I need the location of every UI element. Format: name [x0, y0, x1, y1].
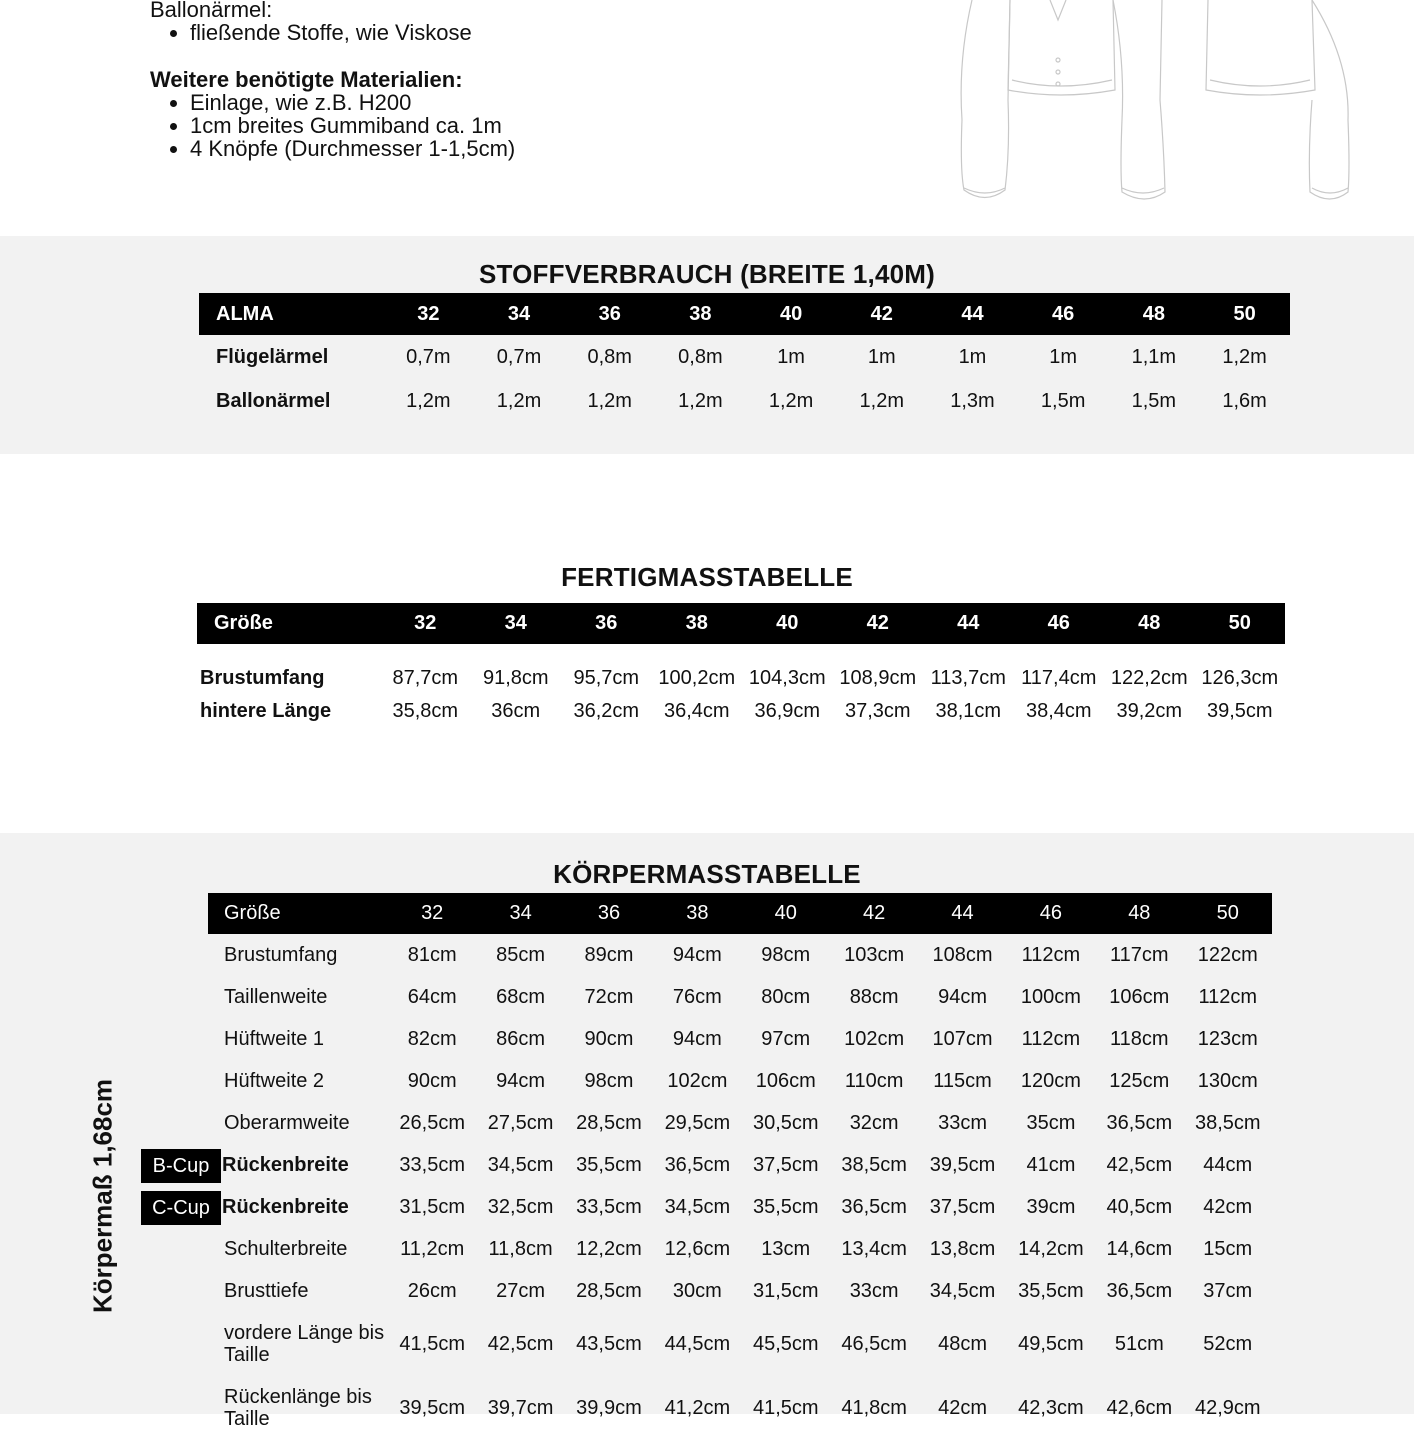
- table-cell: 39,5cm: [1206, 699, 1273, 722]
- table-cell: 1m: [867, 345, 896, 368]
- table-cell: 1,5m: [1131, 389, 1177, 412]
- table-cell: 35,5cm: [1018, 1279, 1084, 1302]
- table-cell: 34,5cm: [929, 1279, 996, 1302]
- table-cell: 36,9cm: [754, 699, 821, 722]
- table-cell: 112cm: [1021, 943, 1081, 966]
- table-cell: 36,5cm: [1106, 1279, 1173, 1302]
- body-title: KÖRPERMASSTABELLE: [553, 859, 861, 889]
- list-item: • Einlage, wie z.B. H200: [190, 91, 910, 114]
- table-cell: 38,1cm: [935, 699, 1002, 722]
- table-cell: 34,5cm: [664, 1195, 731, 1218]
- row-label: hintere Länge: [200, 699, 332, 722]
- table-cell: 48cm: [938, 1332, 987, 1355]
- table-cell: 106cm: [1109, 985, 1170, 1008]
- table-cell: 40,5cm: [1106, 1195, 1173, 1218]
- table-cell: 0,7m: [406, 345, 451, 368]
- table-cell: 118cm: [1110, 1027, 1169, 1050]
- table-cell: 37cm: [1203, 1279, 1253, 1302]
- size-header: 42: [866, 612, 889, 634]
- table-header-row: [199, 293, 1290, 335]
- table-cell: 108cm: [932, 943, 993, 966]
- table-cell: 36cm: [491, 699, 541, 722]
- row-label: Rückenbreite: [222, 1196, 349, 1218]
- table-row: [208, 1186, 1272, 1228]
- size-header: 50: [1216, 902, 1239, 924]
- table-cell: 44cm: [1203, 1153, 1253, 1176]
- size-header: 46: [1052, 302, 1075, 325]
- size-header: 42: [863, 902, 886, 924]
- size-header: 38: [685, 612, 708, 634]
- balloon-list: [150, 21, 910, 44]
- header-label: Größe: [224, 902, 281, 924]
- size-header: 48: [1138, 612, 1161, 634]
- table-cell: 81cm: [407, 943, 457, 966]
- table-cell: 13,8cm: [929, 1237, 996, 1260]
- table-row: [208, 1376, 1272, 1440]
- size-header: 32: [417, 302, 440, 325]
- table-cell: 42,6cm: [1106, 1396, 1173, 1419]
- table-cell: 33,5cm: [399, 1153, 465, 1176]
- table-cell: 0,8m: [587, 345, 632, 368]
- table-cell: 112cm: [1021, 1027, 1081, 1050]
- size-header: 36: [597, 902, 621, 924]
- size-header: 36: [595, 612, 618, 634]
- table-cell: 38,5cm: [841, 1153, 907, 1176]
- materials-list: [150, 91, 910, 160]
- table-cell: 102cm: [844, 1027, 905, 1050]
- c-cup-badge: C-Cup: [141, 1191, 221, 1225]
- balloon-heading: Ballonärmel:: [150, 0, 273, 22]
- row-label: Flügelärmel: [216, 345, 329, 368]
- table-header-row: [208, 893, 1272, 934]
- table-cell: 32cm: [849, 1111, 899, 1134]
- size-header: 40: [776, 612, 799, 634]
- table-cell: 110cm: [844, 1069, 904, 1092]
- table-cell: 94cm: [496, 1069, 546, 1092]
- table-cell: 68cm: [496, 985, 546, 1008]
- table-cell: 44,5cm: [664, 1332, 731, 1355]
- row-label: Taillenweite: [224, 986, 328, 1008]
- table-cell: 125cm: [1109, 1069, 1170, 1092]
- fabric-table: [199, 293, 1290, 423]
- size-header: 34: [507, 302, 531, 325]
- fabric-title: STOFFVERBRAUCH (BREITE 1,40M): [478, 259, 936, 289]
- table-cell: 31,5cm: [752, 1279, 819, 1302]
- table-cell: 1m: [1049, 345, 1078, 368]
- table-cell: 117cm: [1110, 943, 1169, 966]
- table-cell: 82cm: [407, 1027, 457, 1050]
- table-cell: 13cm: [761, 1237, 811, 1260]
- size-header: 38: [689, 302, 712, 325]
- size-header: 40: [774, 902, 797, 924]
- row-label: Brustumfang: [224, 944, 338, 966]
- table-row: [208, 1018, 1272, 1060]
- table-cell: 33cm: [938, 1111, 987, 1134]
- table-cell: 33,5cm: [576, 1195, 642, 1218]
- table-cell: 1,2m: [587, 389, 632, 412]
- size-header: 44: [957, 612, 980, 634]
- table-cell: 80cm: [761, 985, 811, 1008]
- row-label: Hüftweite 2: [224, 1070, 325, 1092]
- table-cell: 117,4cm: [1021, 667, 1097, 689]
- table-cell: 130cm: [1197, 1069, 1258, 1092]
- table-cell: 41,5cm: [752, 1396, 819, 1419]
- table-cell: 94cm: [672, 1027, 722, 1050]
- table-cell: 35,8cm: [392, 699, 459, 722]
- table-cell: 104,3cm: [748, 667, 826, 689]
- table-cell: 32,5cm: [487, 1195, 554, 1218]
- table-cell: 1,2m: [496, 389, 542, 412]
- table-cell: 86cm: [496, 1027, 546, 1050]
- b-cup-badge: B-Cup: [141, 1149, 221, 1183]
- table-cell: 88cm: [849, 985, 899, 1008]
- table-cell: 39,5cm: [399, 1396, 465, 1419]
- row-label: vordere Länge bis Taille: [224, 1322, 385, 1366]
- header-label: ALMA: [216, 302, 274, 325]
- table-cell: 120cm: [1020, 1069, 1081, 1092]
- table-row: [197, 644, 1285, 691]
- table-cell: 1,1m: [1131, 345, 1177, 368]
- row-label: Rückenbreite: [222, 1154, 349, 1176]
- table-cell: 39,9cm: [576, 1396, 642, 1419]
- body-table: [208, 893, 1272, 1440]
- table-cell: 28,5cm: [576, 1111, 642, 1134]
- table-row: [208, 976, 1272, 1018]
- table-cell: 91,8cm: [482, 667, 549, 689]
- table-row: [199, 335, 1290, 379]
- table-cell: 13,4cm: [841, 1237, 907, 1260]
- table-cell: 41,2cm: [664, 1396, 731, 1419]
- table-cell: 98cm: [584, 1069, 634, 1092]
- table-cell: 35cm: [1026, 1111, 1076, 1134]
- table-cell: 26,5cm: [399, 1111, 465, 1134]
- row-label: Hüftweite 1: [224, 1028, 325, 1050]
- table-cell: 37,3cm: [844, 699, 911, 722]
- table-cell: 51cm: [1114, 1332, 1164, 1355]
- table-row: [208, 1060, 1272, 1102]
- finished-table: [197, 603, 1285, 731]
- table-cell: 90cm: [407, 1069, 457, 1092]
- table-cell: 49,5cm: [1018, 1332, 1084, 1355]
- table-cell: 122cm: [1197, 943, 1258, 966]
- table-cell: 89cm: [584, 943, 634, 966]
- size-header: 42: [870, 302, 893, 325]
- table-cell: 42,3cm: [1018, 1396, 1084, 1419]
- size-header: 44: [951, 902, 974, 924]
- table-cell: 39,5cm: [929, 1153, 996, 1176]
- table-cell: 12,6cm: [664, 1237, 731, 1260]
- table-cell: 11,8cm: [488, 1237, 553, 1260]
- row-label: Ballonärmel: [216, 389, 331, 412]
- size-header: 48: [1142, 302, 1165, 325]
- table-cell: 0,7m: [496, 345, 542, 368]
- table-cell: 115cm: [933, 1069, 992, 1092]
- header-label: Größe: [214, 612, 273, 634]
- table-cell: 90cm: [584, 1027, 634, 1050]
- table-cell: 1,5m: [1040, 389, 1086, 412]
- table-cell: 72cm: [584, 985, 634, 1008]
- size-header: 44: [961, 302, 984, 325]
- table-cell: 12,2cm: [576, 1237, 642, 1260]
- table-cell: 31,5cm: [399, 1195, 465, 1218]
- table-cell: 42cm: [938, 1396, 987, 1419]
- table-cell: 15cm: [1203, 1237, 1253, 1260]
- table-row: [208, 1270, 1272, 1312]
- table-cell: 28,5cm: [576, 1279, 642, 1302]
- table-cell: 1,2m: [406, 389, 451, 412]
- table-cell: 1m: [958, 345, 987, 368]
- table-cell: 36,4cm: [663, 699, 730, 722]
- table-cell: 98cm: [761, 943, 811, 966]
- table-row: [208, 934, 1272, 976]
- table-cell: 1,3m: [950, 389, 995, 412]
- size-header: 36: [598, 302, 621, 325]
- table-cell: 41,8cm: [841, 1396, 907, 1419]
- table-cell: 42,5cm: [1106, 1153, 1173, 1176]
- table-cell: 36,5cm: [1106, 1111, 1173, 1134]
- row-label: Brustumfang: [200, 667, 325, 689]
- table-cell: 103cm: [844, 943, 905, 966]
- table-cell: 1,2m: [678, 389, 723, 412]
- table-cell: 123cm: [1197, 1027, 1258, 1050]
- table-cell: 39,2cm: [1116, 699, 1183, 722]
- table-cell: 14,6cm: [1106, 1237, 1173, 1260]
- table-cell: 1,2m: [859, 389, 905, 412]
- table-cell: 85cm: [496, 943, 546, 966]
- table-row: [208, 1144, 1272, 1186]
- row-label: Rückenlänge bis Taille: [224, 1386, 372, 1430]
- size-header: 34: [504, 612, 527, 634]
- table-cell: 0,8m: [678, 345, 723, 368]
- table-cell: 94cm: [672, 943, 722, 966]
- table-cell: 34,5cm: [487, 1153, 554, 1176]
- row-label: Brusttiefe: [224, 1280, 309, 1302]
- table-cell: 1,2m: [1222, 345, 1267, 368]
- table-cell: 36,5cm: [841, 1195, 907, 1218]
- table-row: [208, 1102, 1272, 1144]
- table-cell: 113,7cm: [930, 667, 1006, 689]
- table-cell: 38,5cm: [1194, 1111, 1261, 1134]
- size-header: 40: [779, 302, 803, 325]
- table-cell: 1,6m: [1222, 389, 1267, 412]
- table-cell: 106cm: [755, 1069, 816, 1092]
- table-cell: 42,5cm: [487, 1332, 554, 1355]
- table-cell: 37,5cm: [752, 1153, 819, 1176]
- table-cell: 30,5cm: [752, 1111, 819, 1134]
- size-header: 46: [1047, 612, 1070, 634]
- size-header: 32: [414, 612, 437, 634]
- table-cell: 112cm: [1198, 985, 1258, 1008]
- table-cell: 37,5cm: [929, 1195, 996, 1218]
- table-cell: 27,5cm: [487, 1111, 554, 1134]
- table-cell: 126,3cm: [1201, 667, 1279, 689]
- table-cell: 97cm: [761, 1027, 811, 1050]
- finished-title: FERTIGMASSTABELLE: [561, 562, 853, 592]
- table-cell: 38,4cm: [1025, 699, 1092, 722]
- table-cell: 100,2cm: [658, 667, 736, 689]
- table-cell: 1,2m: [768, 389, 814, 412]
- table-cell: 30cm: [672, 1279, 722, 1302]
- table-cell: 64cm: [407, 985, 457, 1008]
- table-cell: 35,5cm: [576, 1153, 642, 1176]
- table-cell: 11,2cm: [400, 1237, 465, 1260]
- body-height-label: Körpermaß 1,68cm: [87, 1078, 118, 1314]
- table-cell: 39,7cm: [487, 1396, 554, 1419]
- table-cell: 26cm: [407, 1279, 457, 1302]
- size-header: 34: [509, 902, 532, 924]
- table-cell: 14,2cm: [1018, 1237, 1084, 1260]
- table-cell: 46,5cm: [841, 1332, 907, 1355]
- table-row: [199, 379, 1290, 423]
- table-cell: 42,9cm: [1194, 1396, 1261, 1419]
- intro-text: [150, 0, 910, 160]
- table-header-row: [197, 603, 1285, 644]
- size-header: 32: [421, 902, 444, 924]
- table-cell: 102cm: [667, 1069, 728, 1092]
- table-cell: 43,5cm: [576, 1332, 642, 1355]
- table-row: [208, 1312, 1272, 1376]
- table-cell: 76cm: [672, 985, 722, 1008]
- size-header: 50: [1233, 302, 1256, 325]
- table-cell: 41,5cm: [399, 1332, 465, 1355]
- table-cell: 95,7cm: [573, 667, 640, 689]
- table-cell: 33cm: [849, 1279, 899, 1302]
- table-cell: 29,5cm: [664, 1111, 731, 1134]
- table-cell: 1m: [777, 345, 805, 368]
- list-item: • fließende Stoffe, wie Viskose: [190, 21, 910, 44]
- table-cell: 27cm: [496, 1279, 546, 1302]
- size-header: 46: [1039, 902, 1063, 924]
- table-cell: 36,5cm: [664, 1153, 731, 1176]
- table-row: [197, 691, 1285, 731]
- row-label: Schulterbreite: [224, 1238, 348, 1260]
- materials-heading: Weitere benötigte Materialien:: [150, 67, 463, 92]
- list-item: • 1cm breites Gummiband ca. 1m: [190, 114, 910, 137]
- table-cell: 42cm: [1203, 1195, 1253, 1218]
- table-cell: 45,5cm: [752, 1332, 819, 1355]
- table-cell: 87,7cm: [392, 667, 459, 689]
- table-cell: 122,2cm: [1110, 667, 1188, 689]
- table-cell: 100cm: [1020, 985, 1081, 1008]
- table-cell: 107cm: [932, 1027, 993, 1050]
- table-cell: 94cm: [938, 985, 987, 1008]
- table-cell: 52cm: [1203, 1332, 1253, 1355]
- size-header: 48: [1128, 902, 1151, 924]
- table-cell: 108,9cm: [839, 667, 917, 689]
- size-header: 38: [686, 902, 709, 924]
- table-cell: 35,5cm: [752, 1195, 819, 1218]
- table-cell: 41cm: [1026, 1153, 1076, 1176]
- row-label: Oberarmweite: [224, 1112, 350, 1134]
- list-item: • 4 Knöpfe (Durchmesser 1-1,5cm): [190, 137, 910, 160]
- garment-sketch: [950, 0, 1370, 210]
- table-cell: 36,2cm: [573, 699, 640, 722]
- size-header: 50: [1228, 612, 1251, 634]
- table-cell: 39cm: [1026, 1195, 1076, 1218]
- table-row: [208, 1228, 1272, 1270]
